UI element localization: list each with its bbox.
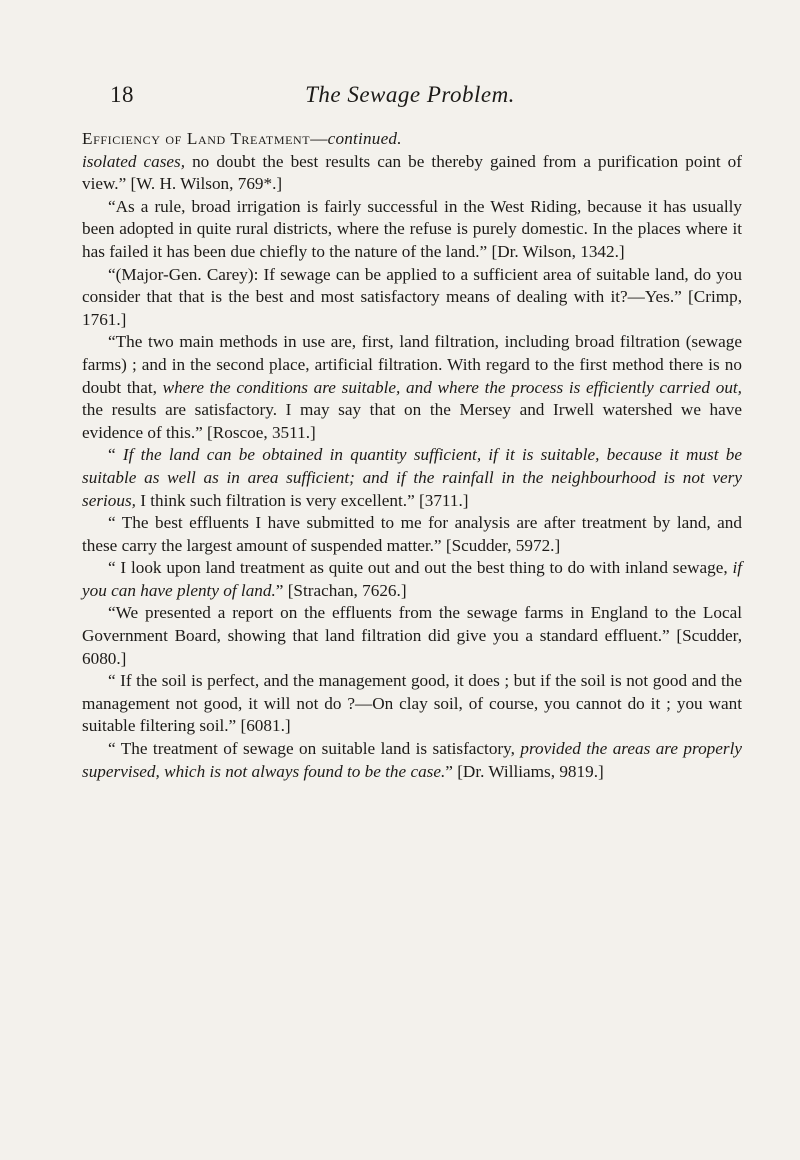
section-heading-title: Efficiency of Land Treatment (82, 129, 311, 148)
paragraph-3-text: “(Major-Gen. Carey): If sewage can be applied to a sufficient area of suitable land, do you consider that that is the best and most satisfactory means of dealing with it?—Yes.” [Crimp, 1761.] (82, 264, 742, 329)
page-body (82, 128, 742, 783)
page-header (110, 82, 710, 112)
paragraph-1-text: no doubt the best results can be thereby gained from a purification point of view.” [W. H. Wilson, 769*.] (82, 151, 742, 194)
paragraph-6-text: “ The best effluents I have submitted to me for analysis are after treatment by land, and these carry the largest amount of suspended matter.” [Scudder, 5972.] (82, 513, 742, 555)
paragraph-3 (82, 264, 742, 332)
paragraph-2 (82, 196, 742, 264)
paragraph-10 (82, 738, 742, 783)
running-title: The Sewage Problem. (305, 82, 515, 107)
paragraph-4-italic: where the conditions are suitable, and where the process is efficiently carried out, (162, 377, 742, 397)
paragraph-7 (82, 557, 742, 602)
page-number: 18 (110, 82, 134, 107)
paragraph-4 (82, 331, 742, 444)
paragraph-5-italic: If the land can be obtained in quantity sufficient, if it is suitable, because it must be suitable as well as in area sufficient; and if the rainfall in the neighbourhood is not very serious, (82, 445, 742, 510)
section-heading-dash: — (310, 129, 328, 148)
paragraph-10-text-a: “ The treatment of sewage on suitable land is satisfactory, (108, 739, 521, 759)
paragraph-7-italic: if you can have plenty of land. (82, 558, 742, 600)
paragraph-10-italic: provided the areas are properly supervised, which is not always found to be the case. (82, 739, 742, 781)
paragraph-5-text-b: I think such filtration is very excellent.” [3711.] (135, 490, 469, 510)
paragraph-7-text-a: “ I look upon land treatment as quite out and out the best thing to do with inland sewage, (108, 558, 733, 578)
paragraph-1 (82, 151, 742, 196)
paragraph-4-text-a: “The two main methods in use are, first, land filtration, including broad filtration (sewage farms) ; and in the second place, artificial filtration. With regard to the first method there is no doubt that, (82, 332, 742, 397)
paragraph-2-text: “As a rule, broad irrigation is fairly successful in the West Riding, because it has usually been adopted in quite rural districts, where the refuse is purely domestic. In the places where it has failed it has been due chiefly to the nature of the land.” [Dr. Wilson, 1342.] (82, 196, 742, 261)
paragraph-5 (82, 444, 742, 512)
section-heading-continued: continued. (327, 129, 402, 148)
paragraph-4-text-b: the results are satisfactory. I may say that on the Mersey and Irwell watershed we have evidence of this.” [Roscoe, 3511.] (82, 400, 742, 442)
paragraph-7-text-b: ” [Strachan, 7626.] (275, 580, 407, 600)
paragraph-8-text: “We presented a report on the effluents from the sewage farms in England to the Local Government Board, showing that land filtration did give you a standard effluent.” [Scudder, 6080.] (82, 603, 742, 668)
paragraph-6 (82, 512, 742, 557)
section-heading (82, 128, 742, 151)
paragraph-9-text: “ If the soil is perfect, and the management good, it does ; but if the soil is not good and the management not good, it will not do ?—On clay soil, of course, you cannot do it ; you want suitable filtering soil.” [6081.] (82, 671, 742, 736)
paragraph-10-text-b: ” [Dr. Williams, 9819.] (445, 761, 604, 781)
paragraph-9 (82, 670, 742, 738)
paragraph-8 (82, 602, 742, 670)
paragraph-1-italic: isolated cases, (82, 151, 186, 171)
paragraph-5-text-a: “ (108, 445, 123, 465)
